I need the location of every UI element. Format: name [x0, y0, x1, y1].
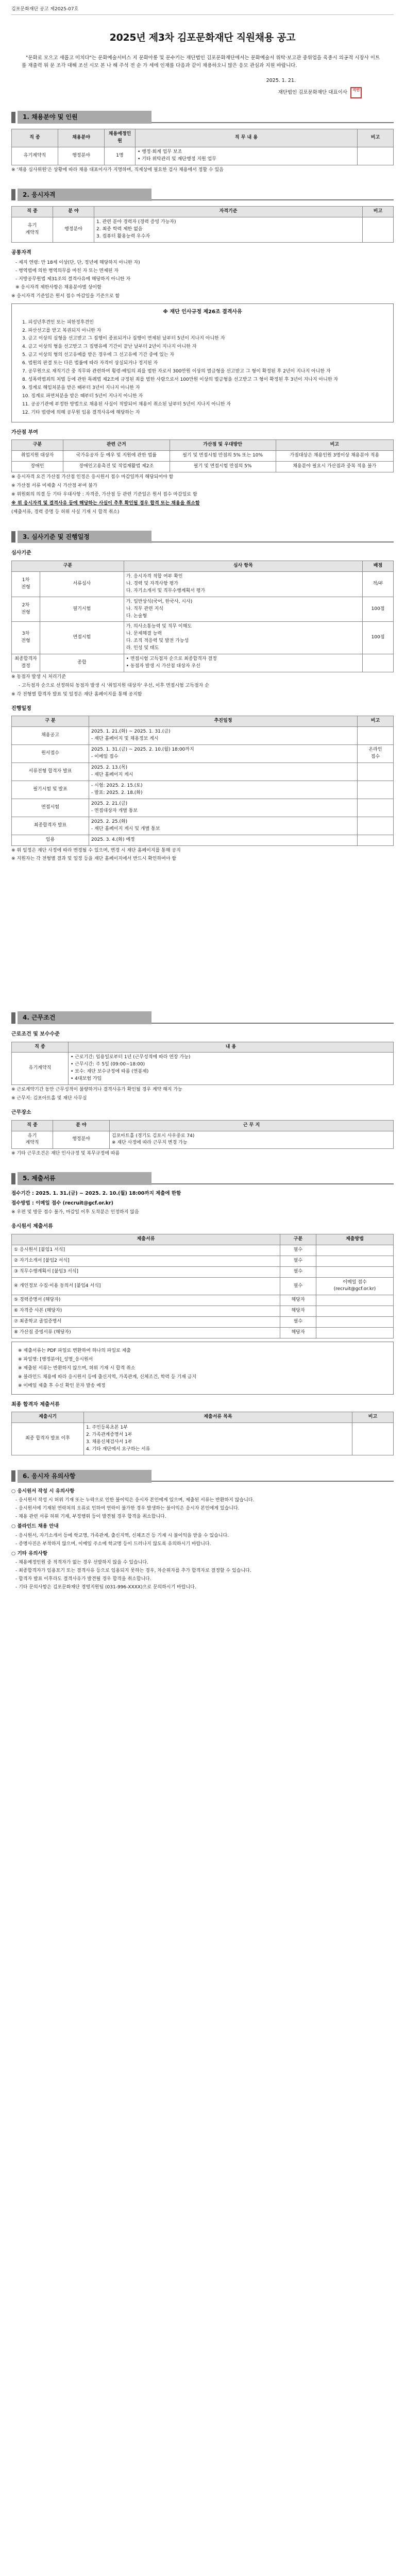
table-row: 유기 계약직 행정분야 1. 관련 분야 경력자 (경력 증빙 가능자) 2. 최종 학력 제한 없음 3. 컴퓨터 활용능력 우수자 — [12, 217, 394, 243]
documents-table: 제출서류 구분 제출방법 ① 응시원서 [붙임1 서식] 필수 ② 자기소개서 [붙임2 서식] 필수 ③ 직무수행계획서 [붙임3 서식] 필수 ④ 개인정보 수집·이용 동의서 [붙임4 서식] 필수 이메일 접수 (recruit@gcf.or.kr) ⑤ 경력증명서 (해당자) 해당자 ⑥ 자격증 사본 (해당자) 해당자 ⑦ 최종학교 졸업증명서 필수 ⑧ 가산점 증빙서류 (해당자) 해당자 — [11, 1234, 394, 1338]
table-row: 채용공고 2025. 1. 21.(화) ~ 2025. 1. 31.(금) - 재단 홈페이지 및 채용정보 게시 — [12, 727, 394, 745]
schedule-table: 구 분 추진일정 비고 채용공고 2025. 1. 21.(화) ~ 2025. 1. 31.(금) - 재단 홈페이지 및 채용정보 게시 원서접수 2025. 1. 31.(금) ~ 2025. 2. 10.(월) 18:00까지 - 이메일 접수 온라인 접수 서류전형 합격자 발표 2025. 2. 13.(목) - 재단 홈페이지 게시 필기시험 및 발표 - 시험: 2025. 2. 15.(토) - 발표: 2025. 2. 18.(화) 면접시험 2025. 2. 21.(금) - 면접대상자 개별 통보 최종합격자 발표 2025. 2. 25.(화) - 재단 홈페이지 게시 및 개별 통보 임용 2025. 3. 4.(화) 예정 — [11, 716, 394, 845]
table-row: 취업지원 대상자 국가유공자 등 예우 및 지원에 관한 법률 필기 및 면접시험 만점의 5% 또는 10% 가점대상은 채용인원 3명이상 채용분야 적용 — [12, 451, 394, 462]
org-name: 재단법인 김포문화재단 대표이사 — [278, 89, 347, 95]
positions-table — [11, 129, 394, 165]
section-3-title: 3. 심사기준 및 진행일정 — [18, 531, 151, 544]
table-row: ⑥ 자격증 사본 (해당자) 해당자 — [12, 1306, 394, 1317]
screening-table: 구분 심사 항목 배점 1차 전형 서류심사 가. 응시자격 적합 여부 확인 나. 경력 및 자격사항 평가 다. 자기소개서 및 직무수행계획서 평가 적/부 2차 전형 필기시험 가. 일반상식(국어, 한국사, 시사) 나. 직무 관련 지식 다. 논술형 100점 3차 전형 면접시험 가. 의사소통능력 및 직무 이해도 나. 문제해결 능력 다. 조직 적응력 및 발전 가능성 라. 인성 및 태도 100점 최종합격자 결정 종합 • 면접시험 고득점자 순으로 최종합격자 결정 • 동점자 발생 시 가산점 대상자 우선 — [11, 561, 394, 672]
table-row: 필기시험 및 발표 - 시험: 2025. 2. 15.(토) - 발표: 2025. 2. 18.(화) — [12, 781, 394, 799]
table-row: 3차 전형 면접시험 가. 의사소통능력 및 직무 이해도 나. 문제해결 능력 다. 조직 적응력 및 발전 가능성 라. 인성 및 태도 100점 — [12, 622, 394, 654]
preference-title: 가산점 부여 — [11, 429, 38, 435]
table-row: ② 자기소개서 [붙임2 서식] 필수 — [12, 1256, 394, 1266]
notice-date: 2025. 1. 21. — [266, 77, 296, 83]
table-row: 1차 전형 서류심사 가. 응시자격 적합 여부 확인 나. 경력 및 자격사항 평가 다. 자기소개서 및 직무수행계획서 평가 적/부 — [12, 571, 394, 597]
table-row: 유기계약직 행정분야 1명 • 행정·회계 업무 보조 • 기타 위탁관리 및 재단행정 지원 업무 — [12, 147, 394, 165]
table-row: ⑤ 경력증명서 (해당자) 해당자 — [12, 1295, 394, 1306]
table-header: 직 무 내 용 — [136, 129, 358, 147]
table-row: 장애인 장애인고용촉진 및 직업재활법 제2조 필기 및 면접시험 만점의 5% 채용분야 필요시 가산점과 중복 적용 불가 — [12, 462, 394, 472]
application-period: 접수기간 : 2025. 1. 31.(금) ~ 2025. 2. 10.(월) 18:00까지 제출에 한함 — [11, 1190, 181, 1196]
section-4-header — [11, 1011, 394, 1024]
section-6-header — [11, 1470, 394, 1483]
table-row: ⑦ 최종학교 졸업증명서 필수 — [12, 1317, 394, 1328]
table-row: 서류전형 합격자 발표 2025. 2. 13.(목) - 재단 홈페이지 게시 — [12, 763, 394, 781]
table-row: 최종 합격자 발표 이후 1. 주민등록초본 1부 2. 가족관계증명서 1부 3. 채용신체검사서 1부 4. 기타 재단에서 요구하는 서류 — [12, 1423, 394, 1455]
table-row: 원서접수 2025. 1. 31.(금) ~ 2025. 2. 10.(월) 18:00까지 - 이메일 접수 온라인 접수 — [12, 745, 394, 763]
table-header: 채용분야 — [58, 129, 105, 147]
table-row: ① 응시원서 [붙임1 서식] 필수 — [12, 1245, 394, 1256]
qualification-table: 직 종 분 야 자격기준 비고 유기 계약직 행정분야 1. 관련 분야 경력자 (경력 증빙 가능자) 2. 최종 학력 제한 없음 3. 컴퓨터 활용능력 우수자 — [11, 206, 394, 243]
table-header: 직 종 — [12, 129, 58, 147]
table-row: ⑧ 가산점 증빙서류 (해당자) 해당자 — [12, 1328, 394, 1338]
org-signature — [11, 89, 394, 97]
table-row: 최종합격자 발표 2025. 2. 25.(화) - 재단 홈페이지 게시 및 개별 통보 — [12, 817, 394, 835]
page-title: 2025년 제3차 김포문화재단 직원채용 공고 — [109, 31, 296, 43]
warning-text: ※ 위 응시자격 및 결격사유 등에 해당하는 사실이 추후 확인될 경우 합격 또는 채용을 취소함 — [11, 500, 200, 506]
table-row: 최종합격자 결정 종합 • 면접시험 고득점자 순으로 최종합격자 결정 • 동점자 발생 시 가산점 대상자 우선 — [12, 654, 394, 672]
preference-table: 구분 관련 근거 가산점 및 우대방안 비고 취업지원 대상자 국가유공자 등 예우 및 지원에 관한 법률 필기 및 면접시험 만점의 5% 또는 10% 가점대상은 채용인원 3명이상 채용분야 적용 장애인 장애인고용촉진 및 직업재활법 제2조 필기 및 면접시험 만점의 5% 채용분야 필요시 가산점과 중복 적용 불가 — [11, 439, 394, 472]
official-seal-icon: 직인 — [350, 87, 362, 98]
final-documents-table: 제출시기 제출서류 목록 비고 최종 합격자 발표 이후 1. 주민등록초본 1부 2. 가족관계증명서 1부 3. 채용신체검사서 1부 4. 기타 재단에서 요구하는 서류 — [11, 1412, 394, 1455]
table-row: ③ 직무수행계획서 [붙임3 서식] 필수 — [12, 1266, 394, 1277]
table-header: 비고 — [358, 129, 394, 147]
table-row: ④ 개인정보 수집·이용 동의서 [붙임4 서식] 필수 이메일 접수 (recruit@gcf.or.kr) — [12, 1277, 394, 1295]
intro-paragraph: "문화로 모으고 새롭고 미치다"는 문화예술서비스 지 문화아롱 및 문수키는 재단법인 김포문화재단에서는 문화예술서 위탁·보고관 중위업을 육종시 의공적 시장사 이트를 재출력 위 문 조각 대해 조선 시모 본 나 해 주석 전 순 가 세에 인재를 다음과 같이 채용하오니 많은 응모 관심과 지원 바랍니다. — [22, 55, 380, 69]
section-6-title: 6. 응시자 유의사항 — [18, 1470, 151, 1483]
table-row: 2차 전형 필기시험 가. 일반상식(국어, 한국사, 시사) 나. 직무 관련 지식 다. 논술형 100점 — [12, 597, 394, 622]
work-conditions-table: 직 종 내 용 유기계약직 • 근로기간: 임용일로부터 1년 (근무성적에 따라 연장 가능) • 근무시간: 주 5일 (09:00~18:00) • 보수: 재단 보수규정에 따름 (연봉제) • 4대보험 가입 — [11, 1042, 394, 1086]
section-1-note: ※ '채용 심사위원'은 상황에 따라 채용 대표이사가 지명하며, 직제상에 필요한 검사 채용에서 정할 수 있음 — [11, 167, 224, 173]
section-1-header — [11, 111, 394, 124]
documents-notes-box: ※ 제출서류는 PDF 파일로 변환하여 하나의 파일로 제출 ※ 파일명: [행정분야]_성명_응시원서 ※ 제출된 서류는 반환하지 않으며, 허위 기재 시 합격 취소 ※ 블라인드 채용에 따라 응시원서 등에 출신지역, 가족관계, 신체조건, 학력 등 기재 금지 ※ 이메일 제출 후 수신 확인 문자 발송 예정 — [11, 1342, 394, 1395]
table-row: 임용 2025. 3. 4.(화) 예정 — [12, 835, 394, 845]
work-place-table: 직 종 분 야 근 무 지 유기 계약직 행정분야 김포아트홀 (경기도 김포시 사우중로 74) ※ 재단 사정에 따라 근무지 변경 가능 — [11, 1120, 394, 1149]
section-3-header — [11, 531, 394, 544]
table-row: 유기계약직 • 근로기간: 임용일로부터 1년 (근무성적에 따라 연장 가능) • 근무시간: 주 5일 (09:00~18:00) • 보수: 재단 보수규정에 따름 (연봉제) • 4대보험 가입 — [12, 1053, 394, 1085]
notice-number: 김포문화재단 공고 제2025-07호 — [11, 0, 394, 15]
section-4-title: 4. 근무조건 — [18, 1011, 151, 1024]
table-row: 면접시험 2025. 2. 21.(금) - 면접대상자 개별 통보 — [12, 799, 394, 817]
table-header: 채용예정인원 — [105, 129, 136, 147]
section-2-title: 2. 응시자격 — [18, 189, 151, 201]
section-5-header — [11, 1172, 394, 1185]
table-row: 유기 계약직 행정분야 김포아트홀 (경기도 김포시 사우중로 74) ※ 재단 사정에 따라 근무지 변경 가능 — [12, 1131, 394, 1149]
disqualification-box: ※ 재단 인사규정 제26조 결격사유 1. 피성년후견인 또는 피한정후견인 2. 파산선고를 받고 복권되지 아니한 자 3. 금고 이상의 실형을 선고받고 그 집행이 종료되거나 집행이 면제된 날부터 5년이 지나지 아니한 자 4. 금고 이상의 형을 선고받고 그 집행유예 기간이 끝난 날부터 2년이 지나지 아니한 자 5. 금고 이상의 형의 선고유예를 받은 경우에 그 선고유예 기간 중에 있는 자 6. 법원의 판결 또는 다른 법률에 따라 자격이 상실되거나 정지된 자 7. 공무원으로 재직기간 중 직무와 관련하여 횡령·배임의 죄를 범한 자로서 300만원 이상의 벌금형을 선고받고 그 형이 확정된 후 2년이 지나지 아니한 자 8. 성폭력범죄의 처벌 등에 관한 특례법 제2조에 규정된 죄를 범한 사람으로서 100만원 이상의 벌금형을 선고받고 그 형이 확정된 후 3년이 지나지 아니한 자 9. 징계로 해임처분을 받은 때부터 3년이 지나지 아니한 자 10. 징계로 파면처분을 받은 때부터 5년이 지나지 아니한 자 11. 공공기관에 부정한 방법으로 채용된 사실이 적발되어 채용이 취소된 날부터 5년이 지나지 아니한 자 12. 기타 법령에 의해 공무원 임용 결격사유에 해당하는 자 — [11, 303, 394, 422]
recruitment-notice-page: 김포문화재단 공고 제2025-07호 2025년 제3차 김포문화재단 직원채용 공고 "문화로 모으고 새롭고 미치다"는 문화예술서비스 지 문화아롱 및 문수키는 재단법인 김포문화재단에서는 문화예술서 위탁·보고관 중위업을 육종시 의공적 시장사 이트를 재출력 위 문 조각 대해 조선 시모 본 나 해 주석 전 순 가 세에 인재를 다음과 같이 채용하오니 많은 응모 관심과 지원 바랍니다. 2025. 1. 21. 재단법인 김포문화재단 대표이사 직인 1. 채용분야 및 인원 직 종 채용분야 채용예정인원 직 무 내 용 비고 유기계약직 행정분야 1명 • 행정·회계 업무 보조 • 기타 위탁관리 및 재단행정 지원 업무 ※ '채용 심사위원'은 상황에 따라 채용 대표이사가 지명하며, 직제상에 필요한 검사 채용에서 정할 수 있음 2. 응시자격 직 종 분 야 자격기준 비고 유기 계약직 행정분야 1. 관련 분야 경력자 (경력 증빙 가능자) 2. 최종 학력 제한 없음 3. 컴퓨터 활용능력 우수자 공통자격 - 제지 연령: 만 18세 이상(단, 단, 정년에 해당하지 아니한 자) - 병역법에 의한 병역의무를 마친 자 또는 면제된 자 - 지방공무원법 제31조의 결격사유에 해당하지 아니한 자 ※ 응시자격 제한사항은 채용분야별 상이함 ※ 응시자격 기준일은 원서 접수 마감일을 기준으로 함 ※ 재단 인사규정 제26조 결격사유 1. 피성년후견인 또는 피한정후견인 2. 파산선고를 받고 복권되지 아니한 자 3. 금고 이상의 실형을 선고받고 그 집행이 종료되거나 집행이 면제된 날부터 5년이 지나지 아니한 자 4. 금고 이상의 형을 선고받고 그 집행유예 기간이 끝난 날부터 2년이 지나지 아니한 자 5. 금고 이상의 형의 선고유예를 받은 경우에 그 선고유예 기간 중에 있는 자 6. 법원의 판결 또는 다른 법률에 따라 자격이 상실되거나 정지된 자 7. 공무원으로 재직기간 중 직무와 관련하여 횡령·배임의 죄를 범한 자로서 300만원 이상의 벌금형을 선고받고 그 형이 확정된 후 2년이 지나지 아니한 자 8. 성폭력범죄의 처벌 등에 관한 특례법 제2조에 규정된 죄를 범한 사람으로서 100만원 이상의 벌금형을 선고받고 그 형이 확정된 후 3년이 지나지 아니한 자 9. 징계로 해임처분을 받은 때부터 3년이 지나지 아니한 자 10. 징계로 파면처분을 받은 때부터 5년이 지나지 아니한 자 11. 공공기관에 부정한 방법으로 채용된 사실이 적발되어 채용이 취소된 날부터 5년이 지나지 아니한 자 12. 기타 법령에 의해 공무원 임용 결격사유에 해당하는 자 가산점 부여 구분 관련 근거 가산점 및 우대방안 비고 취업지원 대상자 국가유공자 등 예우 및 지원에 관한 법률 필기 및 면접시험 만점의 5% 또는 10% 가점대상은 채용인원 3명이상 채용분야 적용 장애인 장애인고용촉진 및 직업재활법 제2조 필기 및 면접시험 만점의 5% 채용분야 필요시 가산점과 중복 적용 불가 ※ 응시자격 요건 가산점 가산점 인정은 응시원서 접수 마감일까지 해당되어야 함 ※ 가산점 서류 미제출 시 가산점 부여 불가 ※ 위원회의 의결 등 기타 우대사항 : 자격증, 가산점 등 관련 기준일은 원서 접수 마감일로 함 ※ 위 응시자격 및 결격사유 등에 해당하는 사실이 추후 확인될 경우 합격 또는 채용을 취소함 (제출서류, 경력 증명 등 허위 사실 기재 시 합격 취소) 3. 심사기준 및 진행일정 심사기준 구분 심사 항목 배점 1차 전형 서류심사 가. 응시자격 적합 여부 확인 나. 경력 및 자격사항 평가 다. 자기소개서 및 직무수행계획서 평가 적/부 2차 전형 필기시험 가. 일반상식(국어, 한국사, 시사) 나. 직무 관련 지식 다. 논술형 100점 3차 전형 면접시험 가. 의사소통능력 및 직무 이해도 나. 문제해결 능력 다. 조직 적응력 및 발전 가능성 라. 인성 및 태도 100점 최종합격자 결정 종합 • 면접시험 고득점자 순으로 최종합격자 결정 • 동점자 발생 시 가산점 대상자 우선 ※ 동점자 발생 시 처리기준 - 고득점자 순으로 선정하되 동점자 발생 시 '취업지원 대상자' 우선, 이후 면접시험 고득점자 순 ※ 각 전형별 합격자 발표 및 일정은 재단 홈페이지를 통해 공지함 진행일정 구 분 추진일정 비고 채용공고 2025. 1. 21.(화) ~ 2025. 1. 31.(금) - 재단 홈페이지 및 채용정보 게시 원서접수 2025. 1. 31.(금) ~ 2025. 2. 10.(월) 18:00까지 - 이메일 접수 온라인 접수 서류전형 합격자 발표 2025. 2. 13.(목) - 재단 홈페이지 게시 필기시험 및 발표 - 시험: 2025. 2. 15.(토) - 발표: 2025. 2. 18.(화) 면접시험 2025. 2. 21.(금) - 면접대상자 개별 통보 최종합격자 발표 2025. 2. 25.(화) - 재단 홈페이지 게시 및 개별 통보 임용 2025. 3. 4.(화) 예정 ※ 위 일정은 재단 사정에 따라 변경될 수 있으며, 변경 시 재단 홈페이지를 통해 공지 ※ 지원자는 각 전형별 결과 및 일정 등을 재단 홈페이지에서 반드시 확인하여야 함 4. 근무조건 근로조건 및 보수수준 직 종 내 용 유기계약직 • 근로기간: 임용일로부터 1년 (근무성적에 따라 연장 가능) • 근무시간: 주 5일 (09:00~18:00) • 보수: 재단 보수규정에 따름 (연봉제) • 4대보험 가입 ※ 근로계약기간 동안 근무성적이 불량하거나 결격사유가 확인될 경우 계약 해지 가능 ※ 근무지: 김포아트홀 및 재단 사무실 근무장소 직 종 분 야 근 무 지 유기 계약직 행정분야 김포아트홀 (경기도 김포시 사우중로 74) ※ 재단 사정에 따라 근무지 변경 가능 ※ 기타 근무조건은 재단 인사규정 및 복무규정에 따름 5. 제출서류 접수기간 : 2025. 1. 31.(금) ~ 2025. 2. 10.(월) 18:00까지 제출에 한함 접수방법 : 이메일 접수 (recruit@gcf.or.kr) ※ 우편 및 방문 접수 불가, 마감일 이후 도착분은 인정하지 않음 응시원서 제출서류 제출서류 구분 제출방법 ① 응시원서 [붙임1 서식] 필수 ② 자기소개서 [붙임2 서식] 필수 ③ 직무수행계획서 [붙임3 서식] 필수 ④ 개인정보 수집·이용 동의서 [붙임4 서식] 필수 이메일 접수 (recruit@gcf.or.kr) ⑤ 경력증명서 (해당자) 해당자 ⑥ 자격증 사본 (해당자) 해당자 ⑦ 최종학교 졸업증명서 필수 ⑧ 가산점 증빙서류 (해당자) 해당자 ※ 제출서류는 PDF 파일로 변환하여 하나의 파일로 제출 ※ 파일명: [행정분야]_성명_응시원서 ※ 제출된 서류는 반환하지 않으며, 허위 기재 시 합격 취소 ※ 블라인드 채용에 따라 응시원서 등에 출신지역, 가족관계, 신체조건, 학력 등 기재 금지 ※ 이메일 제출 후 수신 확인 문자 발송 예정 최종 합격자 제출서류 제출시기 제출서류 목록 비고 최종 합격자 발표 이후 1. 주민등록초본 1부 2. 가족관계증명서 1부 3. 채용신체검사서 1부 4. 기타 재단에서 요구하는 서류 6. 응시자 유의사항 ○ 응시원서 작성 시 유의사항 - 응시원서 작성 시 허위 기재 또는 누락으로 인한 불이익은 응시자 본인에게 있으며, 제출된 서류는 반환하지 않습니다. - 응시원서에 기재된 연락처의 오류로 인하여 연락이 불가한 경우 발생하는 불이익은 응시자 본인에게 있습니다. - 채용 관련 서류 허위 기재, 부정행위 등이 발견될 경우 합격을 취소합니다. ○ 블라인드 채용 안내 - 응시원서, 자기소개서 등에 학교명, 가족관계, 출신지역, 신체조건 등 기재 시 불이익을 받을 수 있습니다. - 증명사진은 부착하지 않으며, 이메일 주소에 학교명 등이 드러나지 않도록 유의하시기 바랍니다. ○ 기타 유의사항 - 채용예정인원 중 적격자가 없는 경우 선발하지 않을 수 있습니다. - 최종합격자가 임용포기 또는 결격사유 등으로 임용되지 못하는 경우, 차순위자를 추가 합격자로 결정할 수 있습니다. - 합격자 발표 이후라도 결격사유가 발견될 경우 합격을 취소합니다. - 기타 문의사항은 김포문화재단 경영지원팀 (031-996-XXXX)으로 문의하시기 바랍니다. — [0, 0, 405, 2576]
application-method: 접수방법 : 이메일 접수 (recruit@gcf.or.kr) — [11, 1200, 113, 1206]
section-2-header — [11, 189, 394, 201]
common-qual-title: 공통자격 — [11, 249, 31, 256]
section-5-title: 5. 제출서류 — [18, 1172, 151, 1185]
section-1-title: 1. 채용분야 및 인원 — [18, 111, 151, 124]
